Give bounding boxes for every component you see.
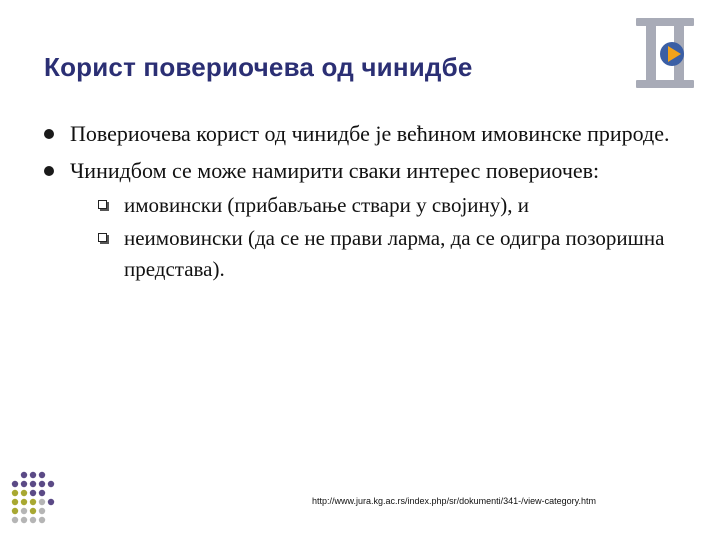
slide-title: Корист повериочева од чинидбе: [44, 52, 473, 82]
grid-dot: [48, 481, 54, 487]
bullet-dot-icon: [44, 129, 54, 139]
bullet-list: [44, 118, 684, 291]
logo-icon: [634, 14, 696, 92]
bullet-dot-icon: [44, 166, 54, 176]
grid-dot: [30, 499, 36, 505]
grid-dot: [12, 481, 18, 487]
grid-dot: [48, 499, 54, 505]
bullet-text: Повериочева корист од чинидбе је већином имовинске природе.: [70, 121, 670, 146]
sub-bullet-list: [70, 190, 684, 285]
grid-dot: [30, 490, 36, 496]
grid-dot: [39, 508, 45, 514]
grid-dot: [39, 490, 45, 496]
grid-dot: [39, 517, 45, 523]
grid-dot: [30, 508, 36, 514]
footer-link[interactable]: http://www.jura.kg.ac.rs/index.php/sr/dokumenti/341-/view-category.htm: [312, 496, 596, 506]
checkbox-bullet-icon: [98, 200, 107, 209]
sub-bullet-item: [70, 190, 684, 221]
grid-dot: [21, 499, 27, 505]
grid-dot: [39, 499, 45, 505]
grid-dot: [21, 490, 27, 496]
grid-dot: [21, 517, 27, 523]
sub-bullet-text: неимовински (да се не прави ларма, да се одигра позоришна представа).: [124, 226, 665, 281]
sub-bullet-text: имовински (прибављање ствари у својину), и: [124, 193, 529, 217]
bullet-text: Чинидбом се може намирити сваки интерес повериочев:: [70, 158, 600, 183]
grid-dot: [30, 481, 36, 487]
grid-dot: [30, 517, 36, 523]
grid-dot: [30, 472, 36, 478]
grid-dot: [21, 508, 27, 514]
grid-dot: [12, 499, 18, 505]
sub-bullet-item: [70, 223, 684, 285]
decorative-dot-grid-icon: [10, 470, 70, 530]
grid-dot: [12, 490, 18, 496]
grid-dot: [21, 481, 27, 487]
grid-dot: [12, 517, 18, 523]
grid-dot: [39, 481, 45, 487]
checkbox-bullet-icon: [98, 233, 107, 242]
grid-dot: [21, 472, 27, 478]
bullet-item: [44, 155, 684, 285]
bullet-item: [44, 118, 684, 149]
grid-dot: [39, 472, 45, 478]
grid-dot: [12, 508, 18, 514]
